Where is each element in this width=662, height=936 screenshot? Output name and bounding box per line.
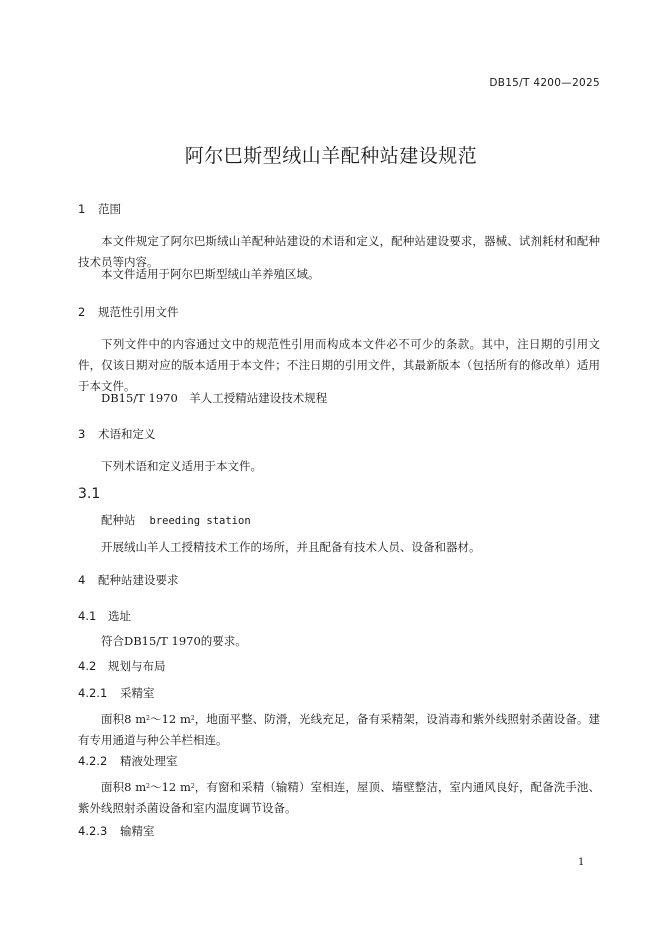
section-number: 4.2 xyxy=(78,659,97,673)
section-1-paragraph-2: 本文件适用于阿尔巴斯型绒山羊养殖区域。 xyxy=(101,267,320,281)
superscript: 2 xyxy=(146,783,150,790)
term-number: 3.1 xyxy=(78,486,101,502)
section-4-2-3-heading xyxy=(78,823,155,839)
section-4-1-heading xyxy=(78,608,131,624)
term-chinese: 配种站 xyxy=(101,513,136,527)
section-title: 配种站建设要求 xyxy=(98,573,179,587)
section-title: 选址 xyxy=(108,609,131,623)
section-number: 2 xyxy=(78,305,86,319)
standard-number: DB15/T 4200—2025 xyxy=(489,77,600,89)
superscript: 2 xyxy=(190,715,195,722)
section-number: 4.2.2 xyxy=(78,754,108,768)
text-run: ，有窗和采精（输精）室相连，屋顶、墙壁整洁，室内通风良好，配备洗手池、紫外线照射杀菌设备和室内温度调节设备。 xyxy=(78,780,600,815)
section-1-paragraph-1: 本文件规定了阿尔巴斯绒山羊配种站建设的术语和定义，配种站建设要求，器械、试剂耗材和配种技术员等内容。 xyxy=(78,234,600,269)
section-2-heading xyxy=(78,304,179,320)
text-run: ，地面平整、防滑，光线充足，备有采精架，设消毒和紫外线照射杀菌设备。建有专用通道与种公羊栏相连。 xyxy=(78,712,600,747)
section-4-2-heading xyxy=(78,658,166,674)
text-run: 面积8 m xyxy=(101,712,147,726)
superscript: 2 xyxy=(190,783,195,790)
text-run: 面积8 m xyxy=(101,780,147,794)
superscript: 2 xyxy=(146,715,150,722)
section-number: 4.2.3 xyxy=(78,824,108,838)
term-definition: 开展绒山羊人工授精技术工作的场所，并且配备有技术人员、设备和器材。 xyxy=(101,540,481,554)
section-4-heading xyxy=(78,572,179,588)
normative-reference: DB15/T 1970 羊人工授精站建设技术规程 xyxy=(101,391,328,405)
section-4-2-2-heading xyxy=(78,753,178,769)
section-4-1-text: 符合DB15/T 1970的要求。 xyxy=(101,634,247,648)
section-4-2-1-heading xyxy=(78,685,155,701)
section-number: 4.1 xyxy=(78,609,97,623)
section-title: 范围 xyxy=(98,202,121,216)
section-title: 精液处理室 xyxy=(120,754,178,768)
section-number: 1 xyxy=(78,202,86,216)
section-title: 规划与布局 xyxy=(108,659,166,673)
section-title: 规范性引用文件 xyxy=(98,305,179,319)
section-3-paragraph-1: 下列术语和定义适用于本文件。 xyxy=(101,459,262,473)
section-number: 4 xyxy=(78,573,86,587)
text-run: ～12 m xyxy=(149,780,191,794)
section-2-paragraph-1: 下列文件中的内容通过文中的规范性引用而构成本文件必不可少的条款。其中，注日期的引用文件，仅该日期对应的版本适用于本文件；不注日期的引用文件，其最新版本（包括所有的修改单）适用于本文件。 xyxy=(78,337,600,393)
section-3-heading xyxy=(78,426,156,442)
page-number: 1 xyxy=(578,857,585,868)
section-1-heading xyxy=(78,201,121,217)
text-run: ～12 m xyxy=(149,712,191,726)
document-title: 阿尔巴斯型绒山羊配种站建设规范 xyxy=(184,145,478,167)
section-number: 4.2.1 xyxy=(78,686,108,700)
section-4-2-2-paragraph xyxy=(78,777,600,819)
term-entry xyxy=(101,512,251,528)
section-title: 输精室 xyxy=(120,824,155,838)
term-english: breeding station xyxy=(149,515,251,527)
section-title: 术语和定义 xyxy=(98,427,156,441)
section-number: 3 xyxy=(78,427,86,441)
section-title: 采精室 xyxy=(120,686,155,700)
section-4-2-1-paragraph xyxy=(78,709,600,751)
